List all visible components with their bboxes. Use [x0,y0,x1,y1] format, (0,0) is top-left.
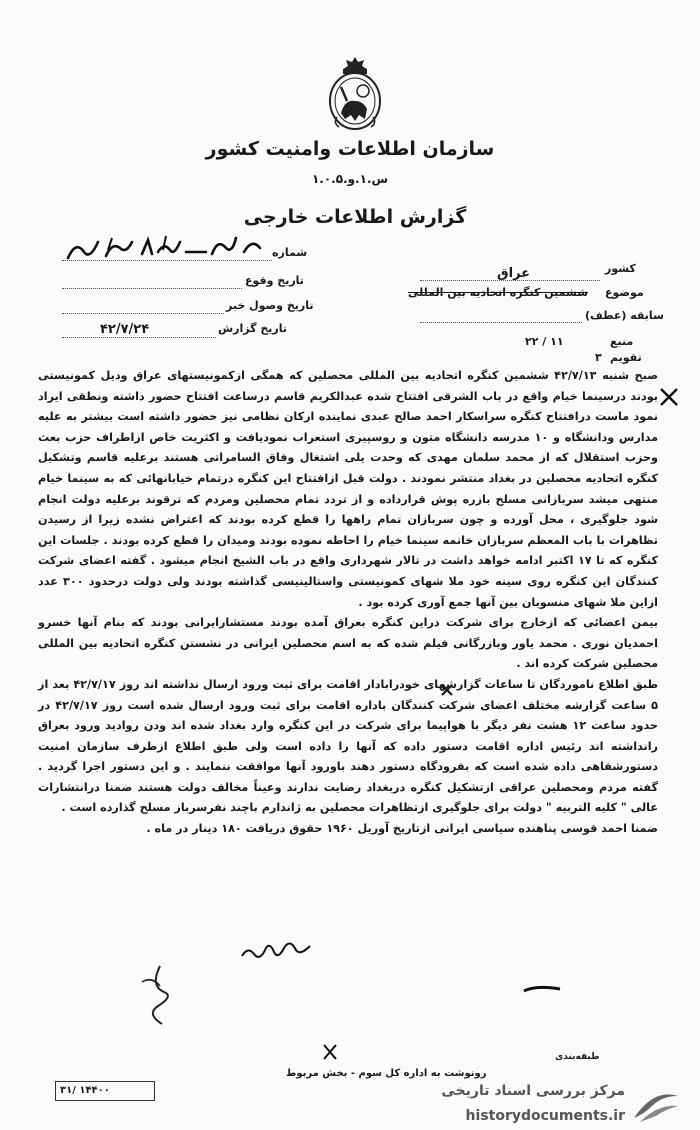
incident-date-line [62,288,242,289]
body-paragraph: طبق اطلاع ناموردگان تا ساعات گزارشهای خودرابادار اقامت برای ثبت ورود ارسال نداشته اند روز ۴۲/۷/۱۷ بعد از ۵ ساعت گزارشه مختلف اعضای شرکت کنندگان باداره اقامت برای ثبت ورود ارسال شده است روز ۴۲/۷/۱۷ در حدود ساعت ۱۲ هشت نفر دیگر با هواپیما برای شرکت در این کنگره وارد بغداد شده اند ودن روادید ورود بعراق رانداشته اند رئیس اداره اقامت دستور داده که آنها را داده است ولی طبق اطلاع ازطرف سازمان امنیت دستورشفاهی داده شده است که بفرودگاه دستور دهند باورود آنها موافقت ننمایند . و این دستور اجرا گردید . گفته مردم ومحصلین عراقی ازتشکیل کنگره دربغداد رضایت ندارند وعیناً مخالف دولت هستند ضمنا درانتشارات عالی " کلیه التربیه " دولت برای جلوگیری ازتظاهرات محصلین به ژاندارم باچند نفرسرباز مسلح گذارده است . [38,677,658,815]
number-value [90,244,164,257]
organization-title: سازمان اطلاعات وامنیت کشور [205,138,495,160]
incident-date-label: تاریخ وقوع [245,274,304,287]
source-value: ۲۲ / ۱۱ [525,335,564,348]
handwritten-initial [130,960,175,1030]
report-date-line [62,337,216,338]
lion-and-sun-emblem [325,55,385,133]
number-field-line [62,260,272,261]
report-date-value: ۴۲/۷/۲۴ [100,322,150,337]
evaluation-label: تقویم [610,351,642,364]
stroke-mark [520,983,565,995]
subject-value: ششمین کنگره اتحادیه بین المللی [408,286,589,299]
footer-filing-label: طبقه‌بندی [555,1052,600,1062]
margin-x-mark [658,386,680,408]
country-value: عراق [497,266,531,281]
report-title: گزارش اطلاعات خارجی [243,206,467,228]
source-label: منبع [610,335,634,348]
document-code: س.۱.و.۱.۰.۵ [311,172,389,186]
precedent-line [420,322,582,323]
number-label: شماره [272,246,308,259]
precedent-label: سابقه (عطف) [585,309,664,322]
report-body [38,366,658,840]
info-date-label: تاریخ وصول خبر [226,299,314,312]
watermark-title: مرکز بررسی اسناد تاریخی [441,1083,625,1099]
footer-distribution: رونوشت به اداره کل سوم - بخش مربوط [286,1068,487,1079]
footer-x-mark [322,1043,338,1061]
body-paragraph: صبح شنبه ۴۲/۷/۱۳ ششمین کنگره اتحادیه بین المللی محصلین که همگی ازکمونیستهای عراق ودیل کمونیستی بودند درسینما خیام واقع در باب الشرقی افتتاح شده عبدالکریم قاسم درساعت افتتاح حضور داشته ونطقی ایراد نمود ماست درافتتاح کنگره سراسکار احمد صالح عبدی نماینده ارکان نظامی نیز حضور داشته است بیشتر به علیه مدارس ودانشگاه و ۱۰ مدرسه دانشگاه متون و روسپیری استعراب نمودیافت و اکثریت خاص ازاطراف حزب بعث وحزب استقلال که از محمد سلمان مهدی که وحدت یلی اشتغال وفاق السامراتی هستند برعلیه قاسم وتشکیل کنگره اتحادیه محصلین در بغداد منتشر نمودند . دولت قبل ازافتتاح این کنگره درتمام خیابانهائی که به سینما خیام منتهی میشد سربازانی مسلح بازره پوش قرارداده و از تردد تمام محصلین ومردم که ترقوند برعلیه دولت انجام شود جلوگیری ، محل آورده و چون سربازان تمام راهها را قطع کرده بودند که اعتراض نشده زیرا از رسیدن تظاهرات با باب المعظم سربازان خاتمه سینما خیام را احاطه نموده بودند ومیدان را قطع کرده بودند . جلسات این کنگره که تا ۱۷ اکتبر ادامه خواهد داشت در تالار شهرداری واقع در باب الشیخ انجام میشود . گفته اعضای شرکت کنندگان این کنگره روی سینه خود ملا شهای کمونیستی واستالینیسی گذاشته بودند ولی دولت درحدود ۳۰۰ عدد ازاین ملا شهای منسوبان بین آنها جمع آوری کرده بود . [38,369,658,609]
info-date-line [62,313,224,314]
archive-number: ۳۱/ ۱۴۴۰۰ [60,1085,110,1096]
body-paragraph: ضمنا احمد قوسی پناهنده سیاسی ایرانی ازتاریخ آوریل ۱۹۶۰ حقوق دریافت ۱۸۰ دینار در ماه . [146,822,658,836]
country-line [420,280,600,281]
handwritten-signature [238,938,318,964]
evaluation-value: ۳ [595,351,602,364]
body-paragraph: بیمن اعضائی که ازخارج برای شرکت دراین کنگره بعراق آمده بودند مستشارایرانی بودند که بنام آنها خسرو احمدیان نوری . محمد یاور وبازرگانی فیلم شده که به اسم محصلین ایرانی در نشستن کنگره اتحادیه بین المللی محصلین شرکت کرده اند . [38,616,658,671]
subject-label: موضوع [605,286,644,299]
watermark-url: historydocuments.ir [465,1108,625,1124]
archive-number-box [55,1081,155,1101]
report-date-label: تاریخ گزارش [218,322,288,335]
archive-logo-icon [628,1088,684,1126]
country-label: کشور [605,262,636,275]
